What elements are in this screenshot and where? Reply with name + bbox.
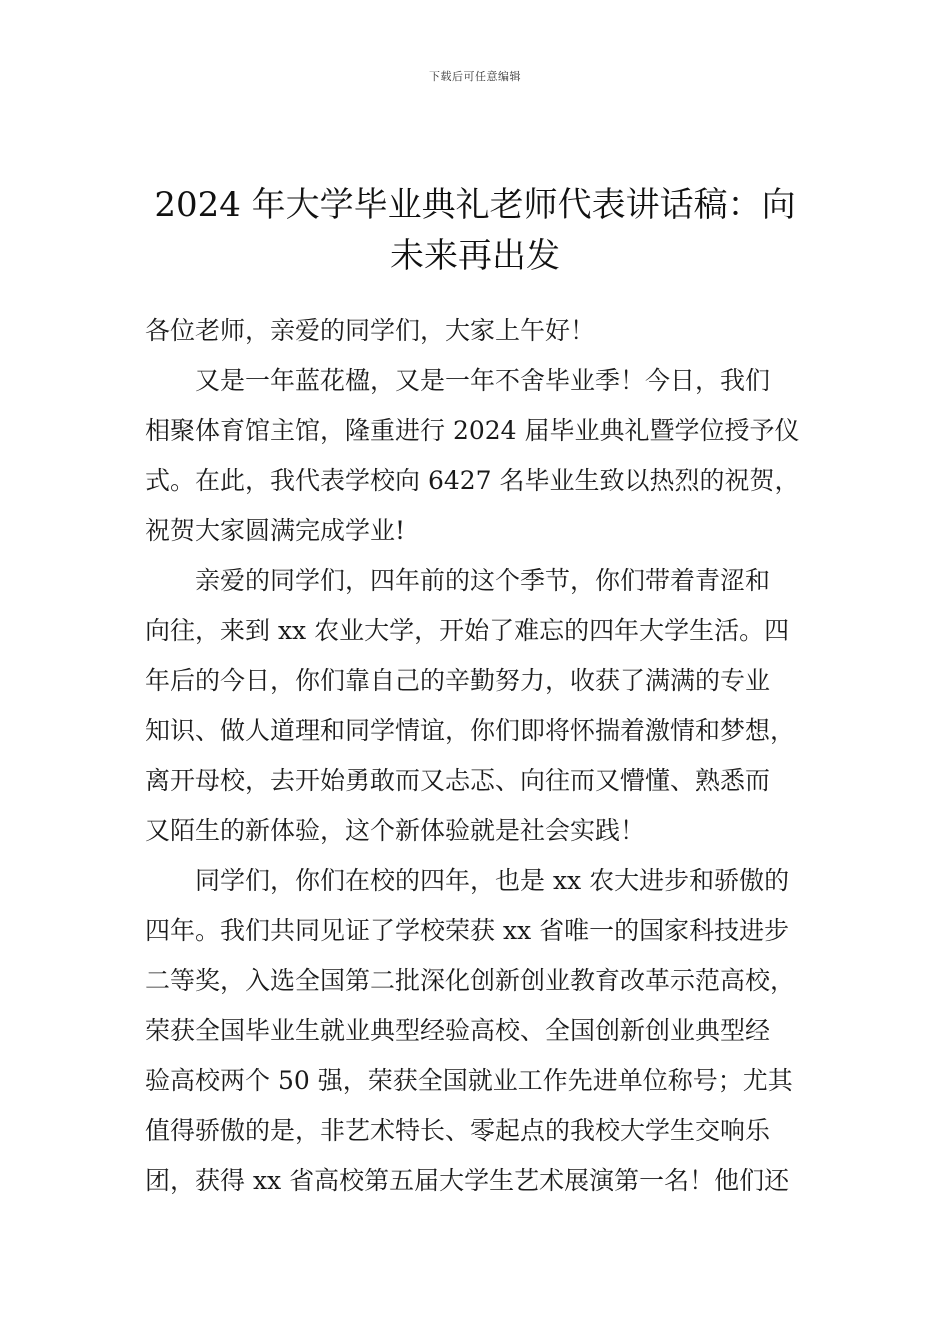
text-line: 式。在此，我代表学校向 6427 名毕业生致以热烈的祝贺， [145, 466, 800, 495]
text-line: 验高校两个 50 强，荣获全国就业工作先进单位称号；尤其 [145, 1066, 793, 1095]
text-line: 各位老师，亲爱的同学们，大家上午好！ [145, 316, 596, 345]
text-line: 二等奖，入选全国第二批深化创新创业教育改革示范高校， [145, 966, 796, 995]
text-line: 四年。我们共同见证了学校荣获 xx 省唯一的国家科技进步 [145, 916, 790, 945]
text-line: 荣获全国毕业生就业典型经验高校、全国创新创业典型经 [145, 1016, 771, 1045]
text-line: 团，获得 xx 省高校第五届大学生艺术展演第一名！他们还 [145, 1166, 790, 1195]
document-title: 2024 年大学毕业典礼老师代表讲话稿：向未来再出发 [154, 185, 796, 276]
text-line: 又陌生的新体验，这个新体验就是社会实践！ [145, 816, 646, 845]
text-line: 值得骄傲的是，非艺术特长、零起点的我校大学生交响乐 [145, 1116, 771, 1145]
text-line: 同学们，你们在校的四年，也是 xx 农大进步和骄傲的 [145, 866, 790, 895]
text-line: 知识、做人道理和同学情谊，你们即将怀揣着激情和梦想， [145, 716, 796, 745]
text-line: 离开母校，去开始勇敢而又忐忑、向往而又懵懂、熟悉而 [145, 766, 771, 795]
header-note: 下载后可任意编辑 [429, 70, 521, 83]
text-line: 年后的今日，你们靠自己的辛勤努力，收获了满满的专业 [145, 666, 771, 695]
text-line: 相聚体育馆主馆，隆重进行 2024 届毕业典礼暨学位授予仪 [145, 416, 800, 445]
text-line: 亲爱的同学们，四年前的这个季节，你们带着青涩和 [145, 566, 771, 595]
text-line: 又是一年蓝花楹，又是一年不舍毕业季！今日，我们 [145, 366, 771, 395]
document-body [145, 306, 805, 1206]
text-line: 向往，来到 xx 农业大学，开始了难忘的四年大学生活。四 [145, 616, 790, 645]
text-line: 祝贺大家圆满完成学业! [145, 516, 406, 545]
